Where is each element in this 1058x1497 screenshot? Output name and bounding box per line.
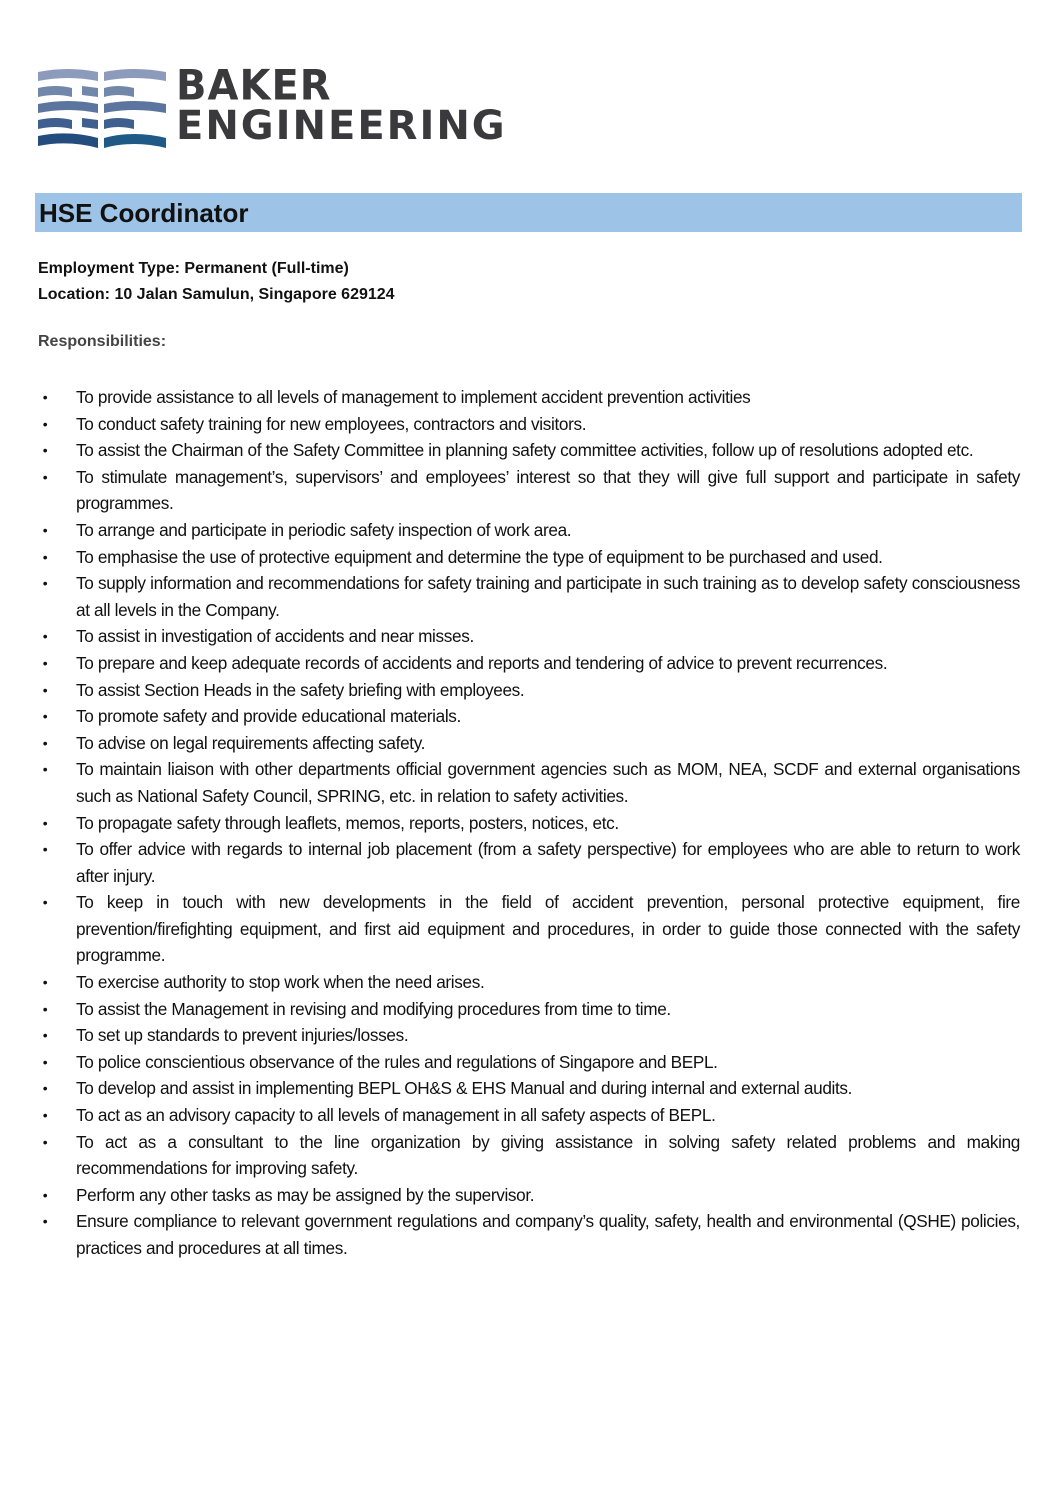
list-item	[38, 650, 1020, 677]
bullet-icon: •	[42, 708, 48, 725]
job-meta	[38, 256, 395, 308]
list-item	[38, 703, 1020, 730]
bullet-icon: •	[42, 1107, 48, 1124]
bullet-icon: •	[42, 628, 48, 645]
list-item-text: To assist the Chairman of the Safety Committee in planning safety committee activities, follow up of resolutions adopted etc.	[76, 440, 974, 461]
list-item-text: To act as an advisory capacity to all levels of management in all safety aspects of BEPL.	[76, 1105, 716, 1126]
list-item-text: To develop and assist in implementing BEPL OH&S & EHS Manual and during internal and external audits.	[76, 1078, 853, 1099]
list-item	[38, 836, 1020, 889]
bullet-icon: •	[42, 1053, 48, 1070]
bullet-icon: •	[42, 1080, 48, 1097]
list-item-text: Ensure compliance to relevant government regulations and company’s quality, safety, health and environmental (QSHE) policies, practices and procedures at all times.	[76, 1211, 1020, 1258]
responsibilities-list	[38, 384, 1020, 1262]
list-item-text: To assist the Management in revising and modifying procedures from time to time.	[76, 998, 671, 1019]
list-item	[38, 570, 1020, 623]
title-banner	[35, 193, 1022, 232]
list-item-text: To exercise authority to stop work when the need arises.	[76, 972, 485, 993]
list-item	[38, 411, 1020, 438]
list-item-text: To assist Section Heads in the safety briefing with employees.	[76, 679, 525, 700]
list-item-text: To advise on legal requirements affecting safety.	[76, 732, 426, 753]
list-item-text: To assist in investigation of accidents and near misses.	[76, 626, 474, 647]
bullet-icon: •	[42, 521, 48, 538]
list-item	[38, 517, 1020, 544]
bullet-icon: •	[42, 1000, 48, 1017]
list-item-text: To stimulate management’s, supervisors’ and employees’ interest so that they will give full support and participate in safety programmes.	[76, 466, 1020, 514]
list-item	[38, 623, 1020, 650]
list-item-text: To arrange and participate in periodic safety inspection of work area.	[76, 519, 572, 540]
list-item	[38, 810, 1020, 837]
company-logo	[38, 61, 507, 152]
wave-building-logo-icon	[38, 68, 168, 152]
list-item	[38, 1102, 1020, 1129]
list-item-text: To set up standards to prevent injuries/losses.	[76, 1025, 409, 1046]
list-item	[38, 1022, 1020, 1049]
list-item	[38, 544, 1020, 571]
bullet-icon: •	[42, 1186, 48, 1203]
list-item-text: To promote safety and provide educational materials.	[76, 706, 461, 727]
bullet-icon: •	[42, 734, 48, 751]
list-item-text: To police conscientious observance of the rules and regulations of Singapore and BEPL.	[76, 1051, 718, 1072]
bullet-icon: •	[42, 1027, 48, 1044]
responsibilities-heading: Responsibilities:	[38, 333, 167, 350]
list-item	[38, 1208, 1020, 1261]
list-item	[38, 730, 1020, 757]
list-item-text: To emphasise the use of protective equipment and determine the type of equipment to be purchased and used.	[76, 546, 883, 567]
list-item-text: To maintain liaison with other departments official government agencies such as MOM, NEA, SCDF and external organisations such as National Safety Council, SPRING, etc. in relation to safety activities.	[76, 759, 1020, 806]
bullet-icon: •	[42, 841, 48, 858]
bullet-icon: •	[42, 548, 48, 565]
list-item-text: To provide assistance to all levels of management to implement accident prevention activities	[76, 387, 751, 407]
location: Location: 10 Jalan Samulun, Singapore 629124	[38, 286, 395, 303]
bullet-icon: •	[42, 468, 48, 485]
bullet-icon: •	[42, 442, 48, 459]
company-name-line1: BAKER	[176, 61, 332, 111]
bullet-icon: •	[42, 389, 48, 405]
company-name-line2: ENGINEERING	[176, 103, 507, 149]
employment-type: Employment Type: Permanent (Full-time)	[38, 260, 349, 277]
bullet-icon: •	[42, 415, 48, 432]
bullet-icon: •	[42, 1213, 48, 1230]
list-item	[38, 437, 1020, 464]
list-item	[38, 969, 1020, 996]
list-item	[38, 889, 1020, 969]
bullet-icon: •	[42, 814, 48, 831]
list-item-text: Perform any other tasks as may be assigned by the supervisor.	[76, 1184, 535, 1205]
list-item-text: To keep in touch with new developments in the field of accident prevention, personal protective equipment, fire prevention/firefighting equipment, and first aid equipment and procedures, in order to guide those connected with the safety programme.	[76, 892, 1020, 966]
list-item-text: To conduct safety training for new employees, contractors and visitors.	[76, 413, 587, 434]
page-title: HSE Coordinator	[39, 198, 249, 228]
list-item	[38, 384, 1020, 411]
list-item	[38, 464, 1020, 517]
company-name	[176, 61, 507, 149]
list-item	[38, 756, 1020, 809]
list-item	[38, 996, 1020, 1023]
list-item-text: To offer advice with regards to internal job placement (from a safety perspective) for employees who are able to return to work after injury.	[76, 839, 1020, 886]
bullet-icon: •	[42, 654, 48, 671]
bullet-icon: •	[42, 974, 48, 991]
list-item	[38, 1129, 1020, 1182]
list-item	[38, 1049, 1020, 1076]
bullet-icon: •	[42, 681, 48, 698]
list-item-text: To act as a consultant to the line organization by giving assistance in solving safety related problems and making recommendations for improving safety.	[76, 1131, 1020, 1179]
bullet-icon: •	[42, 575, 48, 592]
list-item	[38, 1075, 1020, 1102]
bullet-icon: •	[42, 1133, 48, 1150]
list-item	[38, 1182, 1020, 1209]
list-item	[38, 677, 1020, 704]
list-item-text: To prepare and keep adequate records of accidents and reports and tendering of advice to prevent recurrences.	[76, 652, 888, 673]
bullet-icon: •	[42, 761, 48, 778]
list-item-text: To supply information and recommendations for safety training and participate in such training as to develop safety consciousness at all levels in the Company.	[76, 573, 1020, 620]
list-item-text: To propagate safety through leaflets, memos, reports, posters, notices, etc.	[76, 812, 619, 833]
bullet-icon: •	[42, 894, 48, 911]
